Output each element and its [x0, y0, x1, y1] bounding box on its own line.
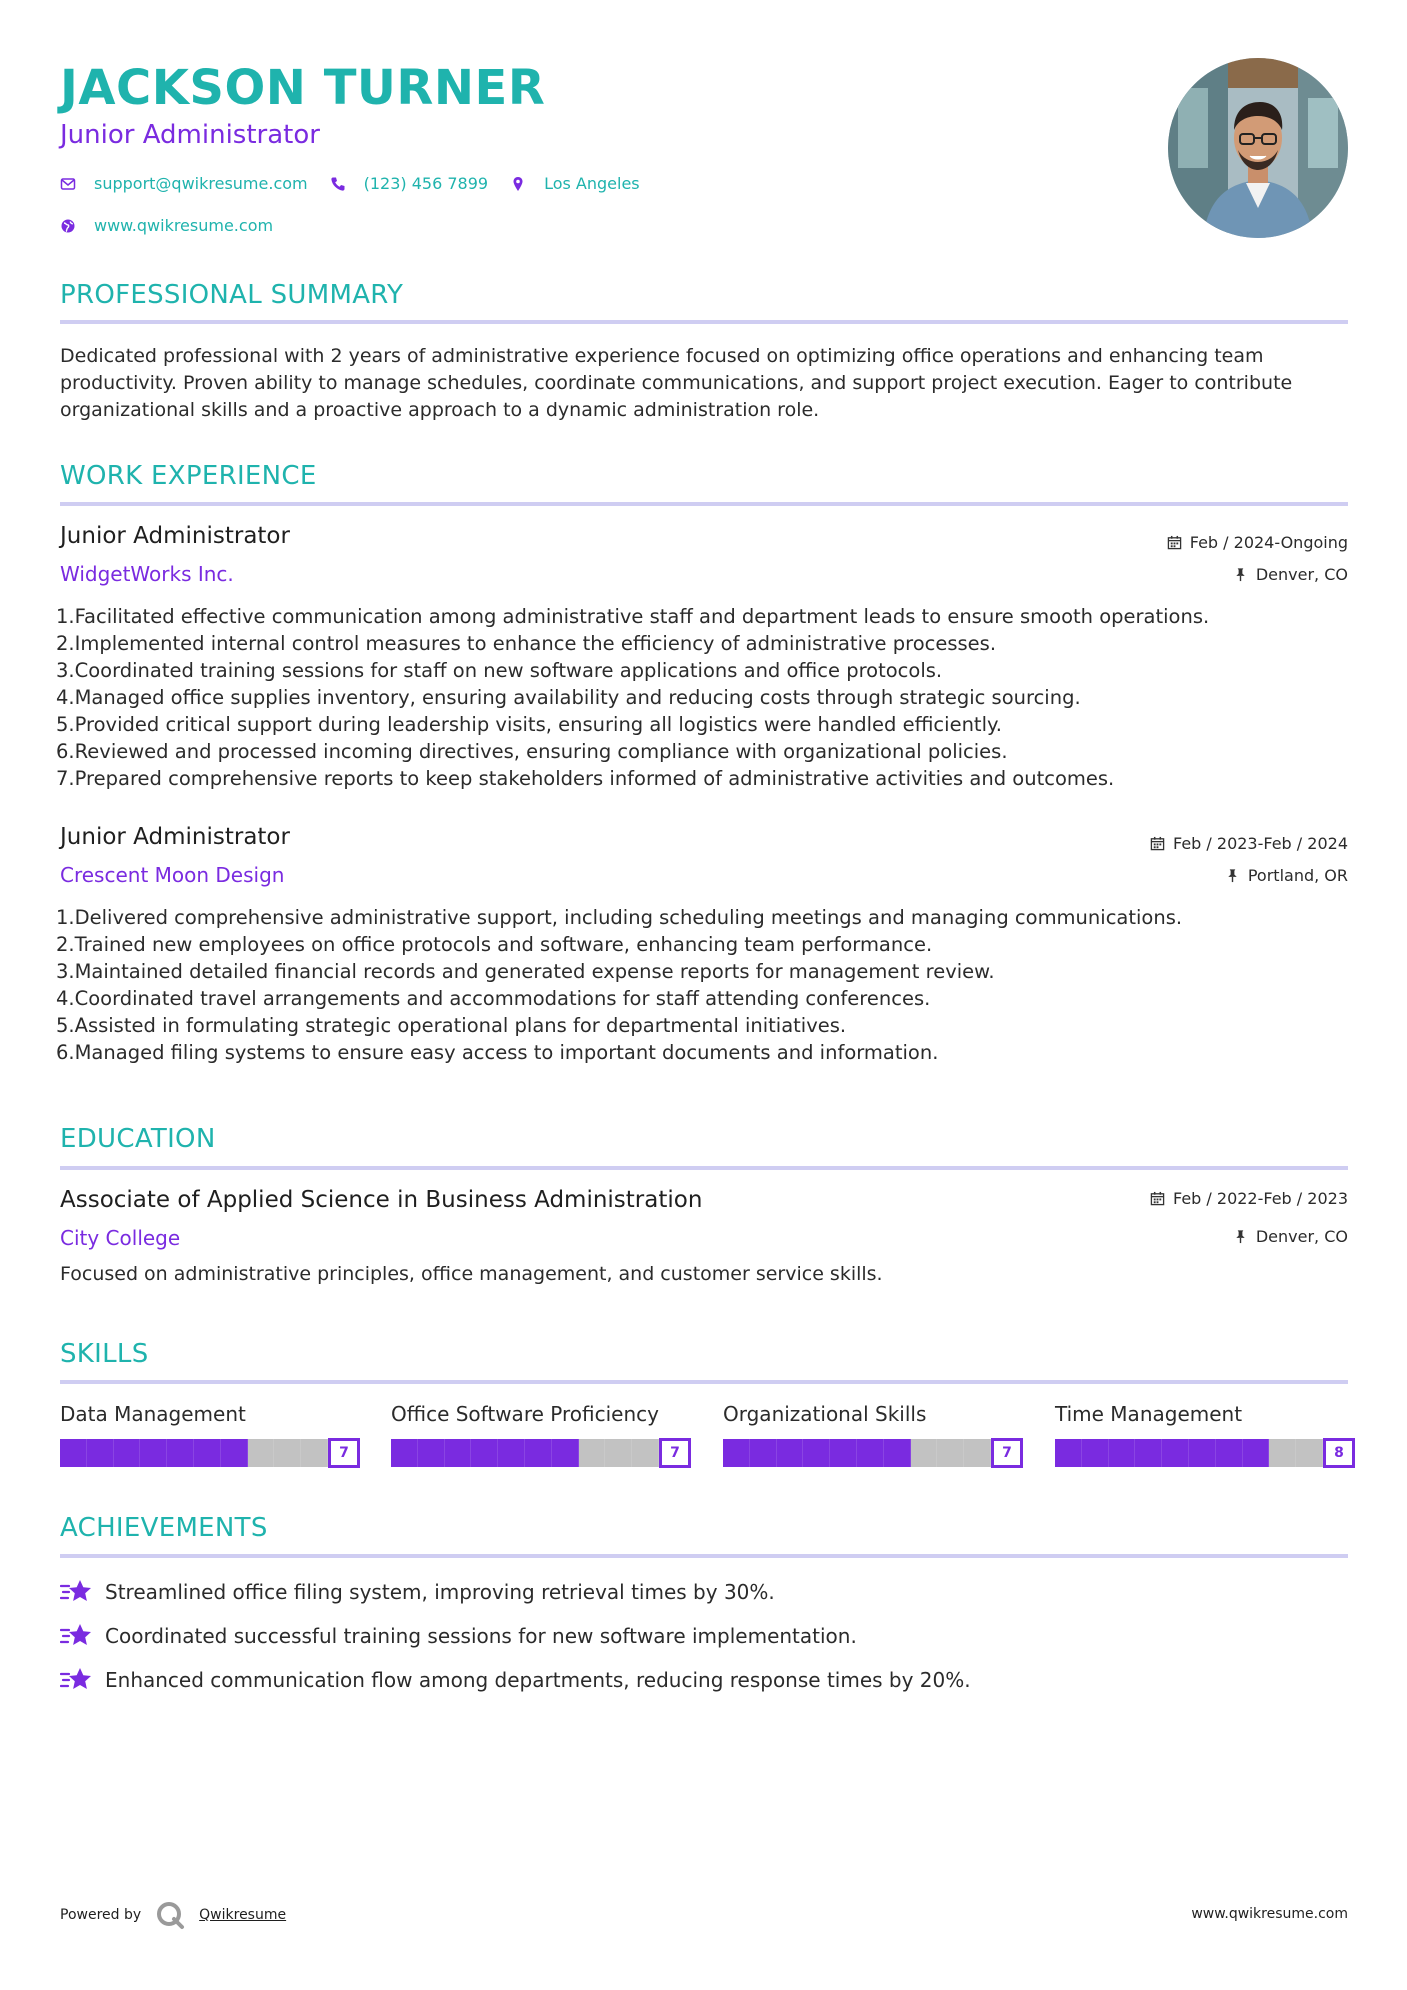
skill-segment-filled — [1055, 1439, 1082, 1467]
skill-segment-filled — [750, 1439, 777, 1467]
skill-segment-filled — [1109, 1439, 1136, 1467]
job-title: Junior Administrator — [60, 523, 290, 549]
skill-segment-filled — [445, 1439, 472, 1467]
list-item-text: Reviewed and processed incoming directives, ensuring compliance with organizational policies. — [74, 740, 1008, 763]
list-item-number: 5. — [56, 1014, 75, 1037]
skill-name: Organizational Skills — [723, 1402, 927, 1426]
degree-title: Associate of Applied Science in Business Administration — [60, 1187, 703, 1213]
list-item-text: Managed office supplies inventory, ensuring availability and reducing costs through strategic sourcing. — [74, 686, 1081, 709]
skill-level-bar — [723, 1438, 1023, 1468]
company-name: WidgetWorks Inc. — [60, 562, 234, 586]
skill-level-bar — [60, 1438, 360, 1468]
skill-level-value: 8 — [1323, 1438, 1355, 1468]
email-text: support@qwikresume.com — [94, 174, 308, 193]
job-location-text: Denver, CO — [1255, 565, 1348, 584]
list-item-number: 4. — [56, 987, 75, 1010]
list-item-text: Assisted in formulating strategic operational plans for departmental initiatives. — [74, 1014, 847, 1037]
summary-text: Dedicated professional with 2 years of administrative experience focused on optimizing office operations and enhancing team productivity. Proven ability to manage schedules, coordinate communications, and support project execution. Eager to contribute organizational skills and a proactive approach to a dynamic administration role. — [60, 345, 1293, 421]
list-item — [56, 904, 1356, 931]
profile-photo — [1168, 58, 1348, 238]
list-item-text: Implemented internal control measures to enhance the efficiency of administrative processes. — [74, 632, 997, 655]
list-item-number: 3. — [56, 659, 75, 682]
skill-segment-filled — [498, 1439, 525, 1467]
calendar-icon — [1150, 836, 1165, 851]
skill-segment-empty — [274, 1439, 301, 1467]
star-icon — [60, 1577, 92, 1607]
skill-segment-filled — [167, 1439, 194, 1467]
education-location — [1233, 1227, 1348, 1246]
skill-item — [723, 1402, 1023, 1468]
skill-segment-filled — [140, 1439, 167, 1467]
skill-segment-empty — [1269, 1439, 1296, 1467]
skill-segment-empty — [579, 1439, 606, 1467]
section-title-summary: PROFESSIONAL SUMMARY — [60, 280, 404, 310]
skill-level-value: 7 — [991, 1438, 1023, 1468]
list-item-text: Prepared comprehensive reports to keep stakeholders informed of administrative activities and outcomes. — [74, 767, 1115, 790]
list-item-text: Provided critical support during leadership visits, ensuring all logistics were handled efficiently. — [74, 713, 1002, 736]
list-item-text: Coordinated training sessions for staff on new software applications and office protocols. — [74, 659, 943, 682]
list-item-number: 2. — [56, 632, 75, 655]
list-item — [56, 657, 1356, 684]
skill-segment-filled — [884, 1439, 911, 1467]
contact-website[interactable] — [60, 216, 273, 235]
skill-segment-filled — [194, 1439, 221, 1467]
skill-segment-filled — [221, 1439, 248, 1467]
job-dates — [1150, 834, 1348, 853]
list-item — [56, 1012, 1356, 1039]
star-icon — [60, 1621, 92, 1651]
achievement-text: Enhanced communication flow among departments, reducing response times by 20%. — [105, 1668, 971, 1692]
skill-segment-filled — [552, 1439, 579, 1467]
job-dates — [1167, 533, 1348, 552]
skill-segment-empty — [632, 1439, 659, 1467]
skill-name: Data Management — [60, 1402, 246, 1426]
contact-location — [510, 174, 640, 193]
calendar-icon — [1150, 1191, 1165, 1206]
list-item-number: 7. — [56, 767, 75, 790]
skill-segment-filled — [114, 1439, 141, 1467]
skill-segment-empty — [301, 1439, 328, 1467]
skill-segment-filled — [1082, 1439, 1109, 1467]
list-item — [56, 711, 1356, 738]
list-item-text: Coordinated travel arrangements and accommodations for staff attending conferences. — [74, 987, 931, 1010]
skill-segment-filled — [777, 1439, 804, 1467]
list-item-text: Managed filing systems to ensure easy access to important documents and information. — [74, 1041, 939, 1064]
star-icon — [60, 1665, 92, 1695]
skill-segment-filled — [471, 1439, 498, 1467]
job-location — [1233, 565, 1348, 584]
skill-segment-empty — [248, 1439, 275, 1467]
section-title-achievements: ACHIEVEMENTS — [60, 1513, 268, 1543]
list-item-number: 6. — [56, 1041, 75, 1064]
qwikresume-link[interactable]: Qwikresume — [199, 1907, 287, 1923]
skill-level-bar — [1055, 1438, 1355, 1468]
achievement-item — [60, 1665, 971, 1695]
achievement-text: Coordinated successful training sessions for new software implementation. — [105, 1624, 857, 1648]
skill-segment-filled — [803, 1439, 830, 1467]
achievement-item — [60, 1577, 775, 1607]
section-divider — [60, 1554, 1348, 1558]
skill-segment-filled — [1243, 1439, 1270, 1467]
candidate-name: JACKSON TURNER — [60, 60, 546, 116]
skill-segment-filled — [391, 1439, 418, 1467]
education-description: Focused on administrative principles, office management, and customer service skills. — [60, 1263, 883, 1285]
list-item-text: Maintained detailed financial records and generated expense reports for management review. — [74, 960, 995, 983]
skill-name: Time Management — [1055, 1402, 1243, 1426]
job-location-text: Portland, OR — [1247, 866, 1348, 885]
education-location-text: Denver, CO — [1255, 1227, 1348, 1246]
skill-item — [60, 1402, 360, 1468]
list-item — [56, 630, 1356, 657]
contact-row-web — [60, 216, 295, 235]
list-item-text: Facilitated effective communication among administrative staff and department leads to ensure smooth operations. — [74, 605, 1210, 628]
list-item — [56, 958, 1356, 985]
phone-text: (123) 456 7899 — [363, 174, 489, 193]
contact-row — [60, 174, 662, 193]
contact-email[interactable] — [60, 174, 308, 193]
job-dates-text: Feb / 2023-Feb / 2024 — [1173, 834, 1348, 853]
skill-segment-filled — [87, 1439, 114, 1467]
list-item — [56, 765, 1356, 792]
list-item — [56, 603, 1356, 630]
list-item-number: 4. — [56, 686, 75, 709]
school-name: City College — [60, 1226, 181, 1250]
pushpin-icon — [1233, 567, 1248, 582]
list-item-number: 6. — [56, 740, 75, 763]
section-title-education: EDUCATION — [60, 1124, 216, 1154]
phone-icon — [330, 176, 346, 192]
skill-segment-filled — [60, 1439, 87, 1467]
job-bullets — [56, 904, 1356, 1066]
section-divider — [60, 1380, 1348, 1384]
list-item — [56, 1039, 1356, 1066]
skill-segment-filled — [1216, 1439, 1243, 1467]
powered-by-label: Powered by — [60, 1907, 142, 1923]
list-item-number: 1. — [56, 906, 75, 929]
company-name: Crescent Moon Design — [60, 863, 285, 887]
list-item — [56, 985, 1356, 1012]
footer-website[interactable]: www.qwikresume.com — [1191, 1906, 1348, 1922]
education-dates — [1150, 1189, 1348, 1208]
contact-phone[interactable] — [330, 174, 488, 193]
achievement-text: Streamlined office filing system, improving retrieval times by 30%. — [105, 1580, 775, 1604]
list-item-text: Trained new employees on office protocols and software, enhancing team performance. — [74, 933, 933, 956]
list-item — [56, 684, 1356, 711]
website-text: www.qwikresume.com — [94, 216, 274, 235]
section-divider — [60, 502, 1348, 506]
map-pin-icon — [510, 176, 526, 192]
list-item-number: 5. — [56, 713, 75, 736]
list-item-number: 3. — [56, 960, 75, 983]
skill-segment-empty — [605, 1439, 632, 1467]
location-text: Los Angeles — [544, 174, 640, 193]
skill-segment-filled — [830, 1439, 857, 1467]
skill-segment-empty — [964, 1439, 991, 1467]
job-bullets — [56, 603, 1356, 792]
envelope-icon — [60, 176, 76, 192]
pushpin-icon — [1225, 868, 1240, 883]
section-title-skills: SKILLS — [60, 1339, 149, 1369]
qwikresume-logo-icon — [155, 1900, 185, 1930]
candidate-role: Junior Administrator — [60, 120, 320, 150]
job-dates-text: Feb / 2024-Ongoing — [1189, 533, 1348, 552]
section-divider — [60, 320, 1348, 324]
skill-name: Office Software Proficiency — [391, 1402, 659, 1426]
skill-item — [1055, 1402, 1355, 1468]
skill-level-value: 7 — [328, 1438, 360, 1468]
skill-segment-filled — [525, 1439, 552, 1467]
skill-level-bar — [391, 1438, 691, 1468]
skill-segment-filled — [1189, 1439, 1216, 1467]
skill-segment-empty — [937, 1439, 964, 1467]
list-item-text: Delivered comprehensive administrative support, including scheduling meetings and managing communications. — [74, 906, 1183, 929]
footer-powered-by — [60, 1900, 286, 1930]
skill-segment-filled — [418, 1439, 445, 1467]
calendar-icon — [1167, 535, 1182, 550]
education-dates-text: Feb / 2022-Feb / 2023 — [1173, 1189, 1348, 1208]
list-item — [56, 738, 1356, 765]
skill-segment-filled — [1162, 1439, 1189, 1467]
job-title: Junior Administrator — [60, 824, 290, 850]
job-location — [1225, 866, 1348, 885]
skill-segment-empty — [911, 1439, 938, 1467]
section-title-experience: WORK EXPERIENCE — [60, 461, 317, 491]
list-item-number: 2. — [56, 933, 75, 956]
achievement-item — [60, 1621, 857, 1651]
globe-icon — [60, 218, 76, 234]
pushpin-icon — [1233, 1229, 1248, 1244]
skill-segment-empty — [1296, 1439, 1323, 1467]
list-item-number: 1. — [56, 605, 75, 628]
section-divider — [60, 1166, 1348, 1170]
list-item — [56, 931, 1356, 958]
skill-item — [391, 1402, 691, 1468]
skill-segment-filled — [723, 1439, 750, 1467]
skill-level-value: 7 — [659, 1438, 691, 1468]
skill-segment-filled — [1135, 1439, 1162, 1467]
skill-segment-filled — [857, 1439, 884, 1467]
